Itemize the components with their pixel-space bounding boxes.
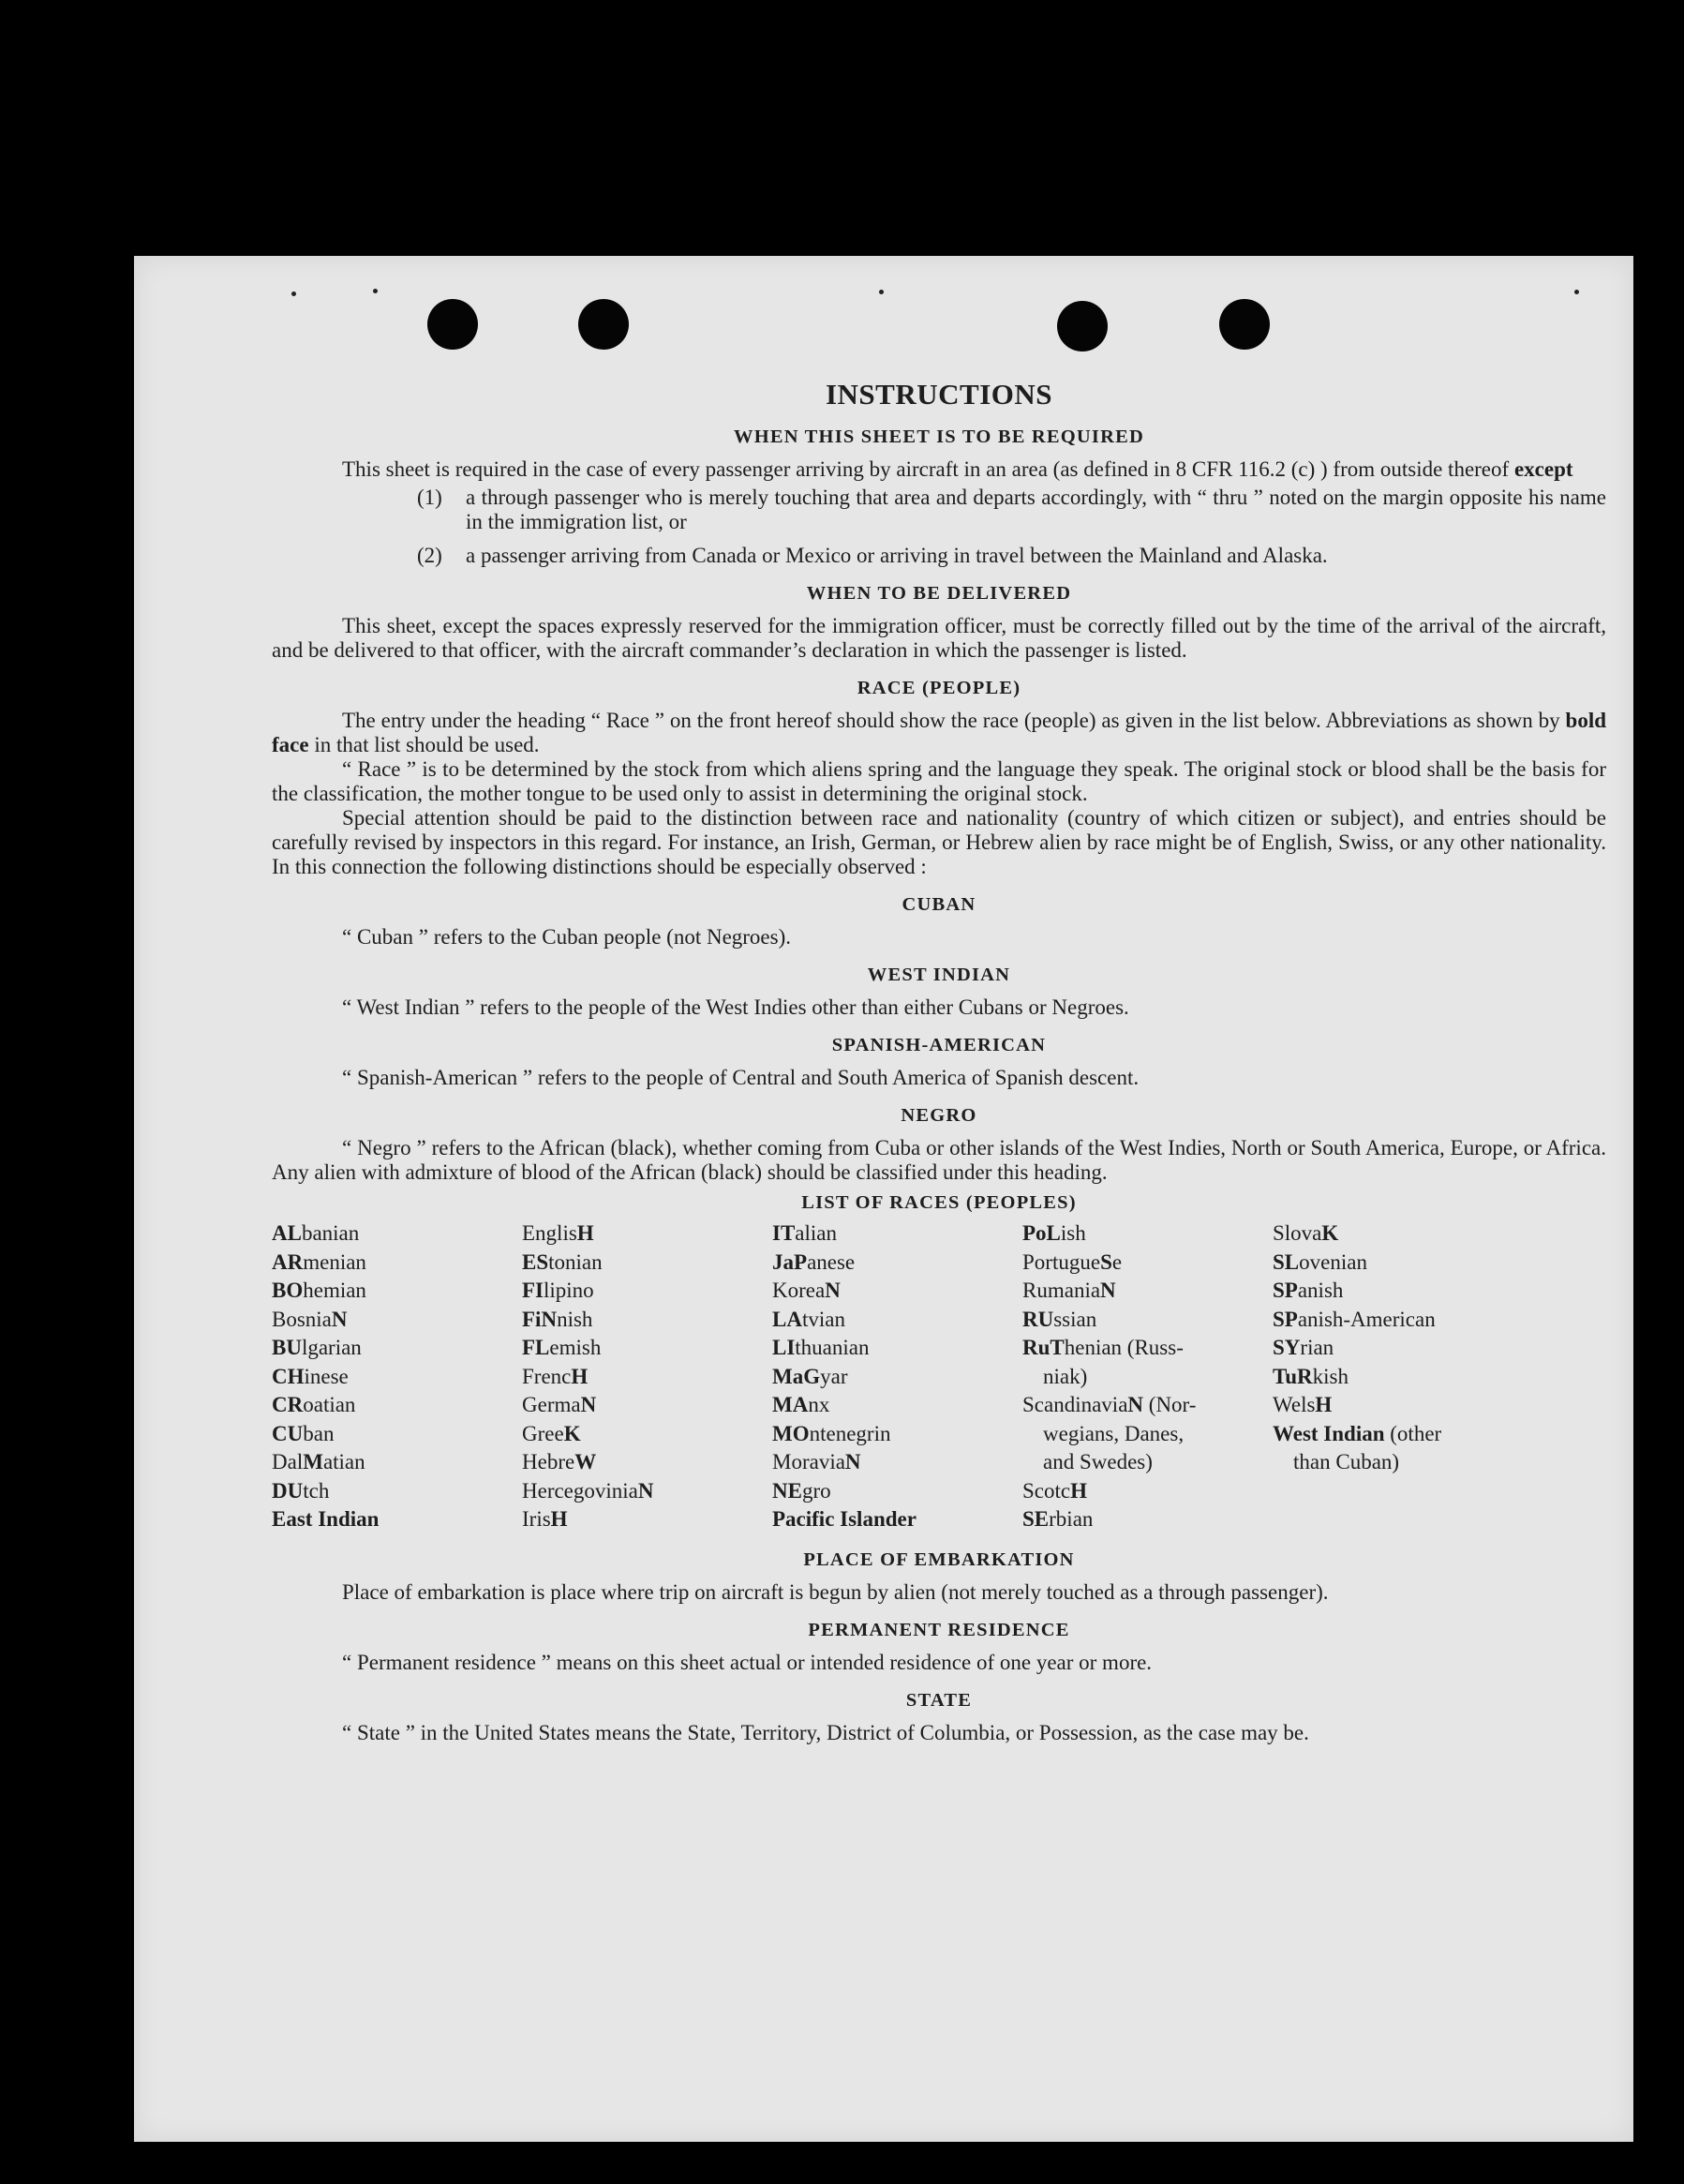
race-entry: RuThenian (Russ- [1022,1336,1184,1359]
race-entry: niak) [1043,1364,1088,1388]
race-entry: SPanish [1273,1279,1344,1302]
speck [1574,290,1579,294]
heading-state: STATE [905,1689,973,1711]
race-paragraph-3: Special attention should be paid to the distinction between race and nationality (country of which citizen or subject), and entries should be carefully revised by inspectors in this regard. For instance, an Irish, German, or Hebrew alien by race might be of English, Swiss, or any other nationality. In this connection the following distinctions should be especially observed : [272,806,1606,878]
race-entry: PoLish [1022,1221,1086,1245]
document-page [134,256,1633,2142]
races-column-1 [272,1219,522,1534]
punch-hole [1219,299,1270,350]
heading-residence: PERMANENT RESIDENCE [808,1619,1070,1640]
races-column-2 [522,1219,772,1534]
delivered-text: This sheet, except the spaces expressly reserved for the immigration officer, must be correctly filled out by the time of the arrival of the aircraft, and be delivered to that officer, with the aircraft commander’s declaration in which the passenger is listed. [272,614,1606,662]
race-paragraph-1: The entry under the heading “ Race ” on the front hereof should show the race (people) as given in the list below. Abbreviations as shown by bold face in that list should be used. [272,709,1607,756]
race-entry: FLemish [522,1336,602,1359]
heading-west-indian: WEST INDIAN [867,965,1011,985]
race-entry: FIlipino [522,1279,594,1302]
heading-cuban: CUBAN [902,894,976,915]
speck [373,289,378,293]
race-entry: ITalian [772,1221,837,1245]
cuban-text: “ Cuban ” refers to the Cuban people (not Negroes). [342,925,792,949]
race-entry: HercegoviniaN [522,1478,654,1503]
race-entry: SPanish-American [1273,1307,1436,1331]
race-entry: MOntenegrin [772,1421,891,1445]
heading-embarkation: PLACE OF EMBARKATION [803,1548,1075,1570]
race-entry: FrencH [522,1364,589,1388]
race-entry: WelsH [1273,1393,1333,1416]
embarkation-text: Place of embarkation is place where trip on aircraft is begun by alien (not merely touched as a through passenger). [342,1579,1329,1604]
punch-hole [578,299,629,350]
race-entry: IrisH [522,1507,568,1531]
race-entry: ALbanian [272,1221,360,1245]
races-column-4 [1022,1219,1273,1534]
heading-spanish-american: SPANISH-AMERICAN [831,1035,1047,1055]
race-entry: SErbian [1022,1507,1094,1531]
heading-negro: NEGRO [901,1105,977,1126]
race-entry: BUlgarian [272,1336,362,1359]
race-entry: RumaniaN [1022,1279,1116,1302]
race-entry: MaGyar [772,1364,848,1388]
page-title: INSTRUCTIONS [825,378,1052,411]
race-entry: wegians, Danes, [1043,1421,1185,1445]
instructions-content [272,378,1606,1745]
race-entry: RUssian [1022,1307,1097,1331]
race-entry: ScandinaviaN (Nor- [1022,1393,1197,1416]
speck [879,290,884,294]
race-entry: SYrian [1273,1336,1334,1359]
race-entry: NEgro [772,1478,831,1503]
heading-races-list: LIST OF RACES (PEOPLES) [801,1192,1077,1213]
required-item-2: (2) a passenger arriving from Canada or Mexico or arriving in travel between the Mainland and Alaska. [417,544,1328,567]
race-entry: MoraviaN [772,1450,861,1473]
race-entry: Pacific Islander [772,1507,917,1531]
race-entry: KoreaN [772,1279,841,1302]
race-entry: DUtch [272,1478,330,1503]
race-entry: West Indian (other [1273,1421,1442,1445]
required-intro: This sheet is required in the case of every passenger arriving by aircraft in an area (as defined in 8 CFR 116.2 (c) ) from outside thereof except [342,457,1573,481]
race-entry: and Swedes) [1043,1450,1153,1473]
race-entry: JaPanese [772,1249,856,1274]
required-item-1: (1) a through passenger who is merely touching that area and departs accordingly, with “ thru ” noted on the margin opposite his name in the immigration list, or [417,486,1606,533]
race-entry: FiNnish [522,1307,593,1331]
race-entry: ARmenian [272,1249,366,1274]
punch-hole [427,299,478,350]
races-column-5 [1273,1219,1606,1534]
race-entry: LIthuanian [772,1336,870,1359]
negro-text: “ Negro ” refers to the African (black), whether coming from Cuba or other islands of the West Indies, North or South America, Europe, or Africa. Any alien with admixture of blood of the African (black) should be classified under this heading. [272,1136,1606,1184]
heading-delivered: WHEN TO BE DELIVERED [806,583,1072,604]
race-entry: than Cuban) [1293,1450,1400,1473]
race-entry: TuRkish [1273,1364,1349,1388]
race-entry: HebreW [522,1450,597,1473]
spanish-american-text: “ Spanish-American ” refers to the people of Central and South America of Spanish descent. [342,1066,1140,1089]
race-entry: CHinese [272,1364,349,1388]
race-entry: CUban [272,1421,335,1445]
race-paragraph-2: “ Race ” is to be determined by the stock from which aliens spring and the language they speak. The original stock or blood shall be the basis for the classification, the mother tongue to be used only to assist in determining the original stock. [272,757,1606,805]
heading-required: WHEN THIS SHEET IS TO BE REQUIRED [734,426,1144,447]
residence-text: “ Permanent residence ” means on this sheet actual or intended residence of one year or more. [342,1650,1153,1674]
race-entry: ScotcH [1022,1478,1087,1503]
race-entry: CRoatian [272,1393,356,1416]
race-entry: SlovaK [1273,1221,1339,1245]
race-entry: LAtvian [772,1307,845,1331]
race-entry: EStonian [522,1249,603,1274]
race-entry: BosniaN [272,1307,348,1331]
races-column-3 [772,1219,1022,1534]
races-list [272,1219,1606,1534]
race-entry: East Indian [272,1507,380,1531]
race-entry: PortugueSe [1022,1249,1123,1274]
race-entry: EnglisH [522,1221,594,1245]
heading-race: RACE (PEOPLE) [857,678,1021,698]
punch-hole [1057,301,1108,352]
west-indian-text: “ West Indian ” refers to the people of the West Indies other than either Cubans or Negroes. [342,995,1129,1019]
speck [291,292,296,296]
race-entry: MAnx [772,1393,830,1416]
race-entry: BOhemian [272,1279,366,1302]
race-entry: GreeK [522,1421,581,1445]
race-entry: DalMatian [272,1450,365,1473]
race-entry: SLovenian [1273,1249,1367,1274]
state-text: “ State ” in the United States means the State, Territory, District of Columbia, or Possession, as the case may be. [342,1720,1309,1744]
race-entry: GermaN [522,1393,597,1416]
